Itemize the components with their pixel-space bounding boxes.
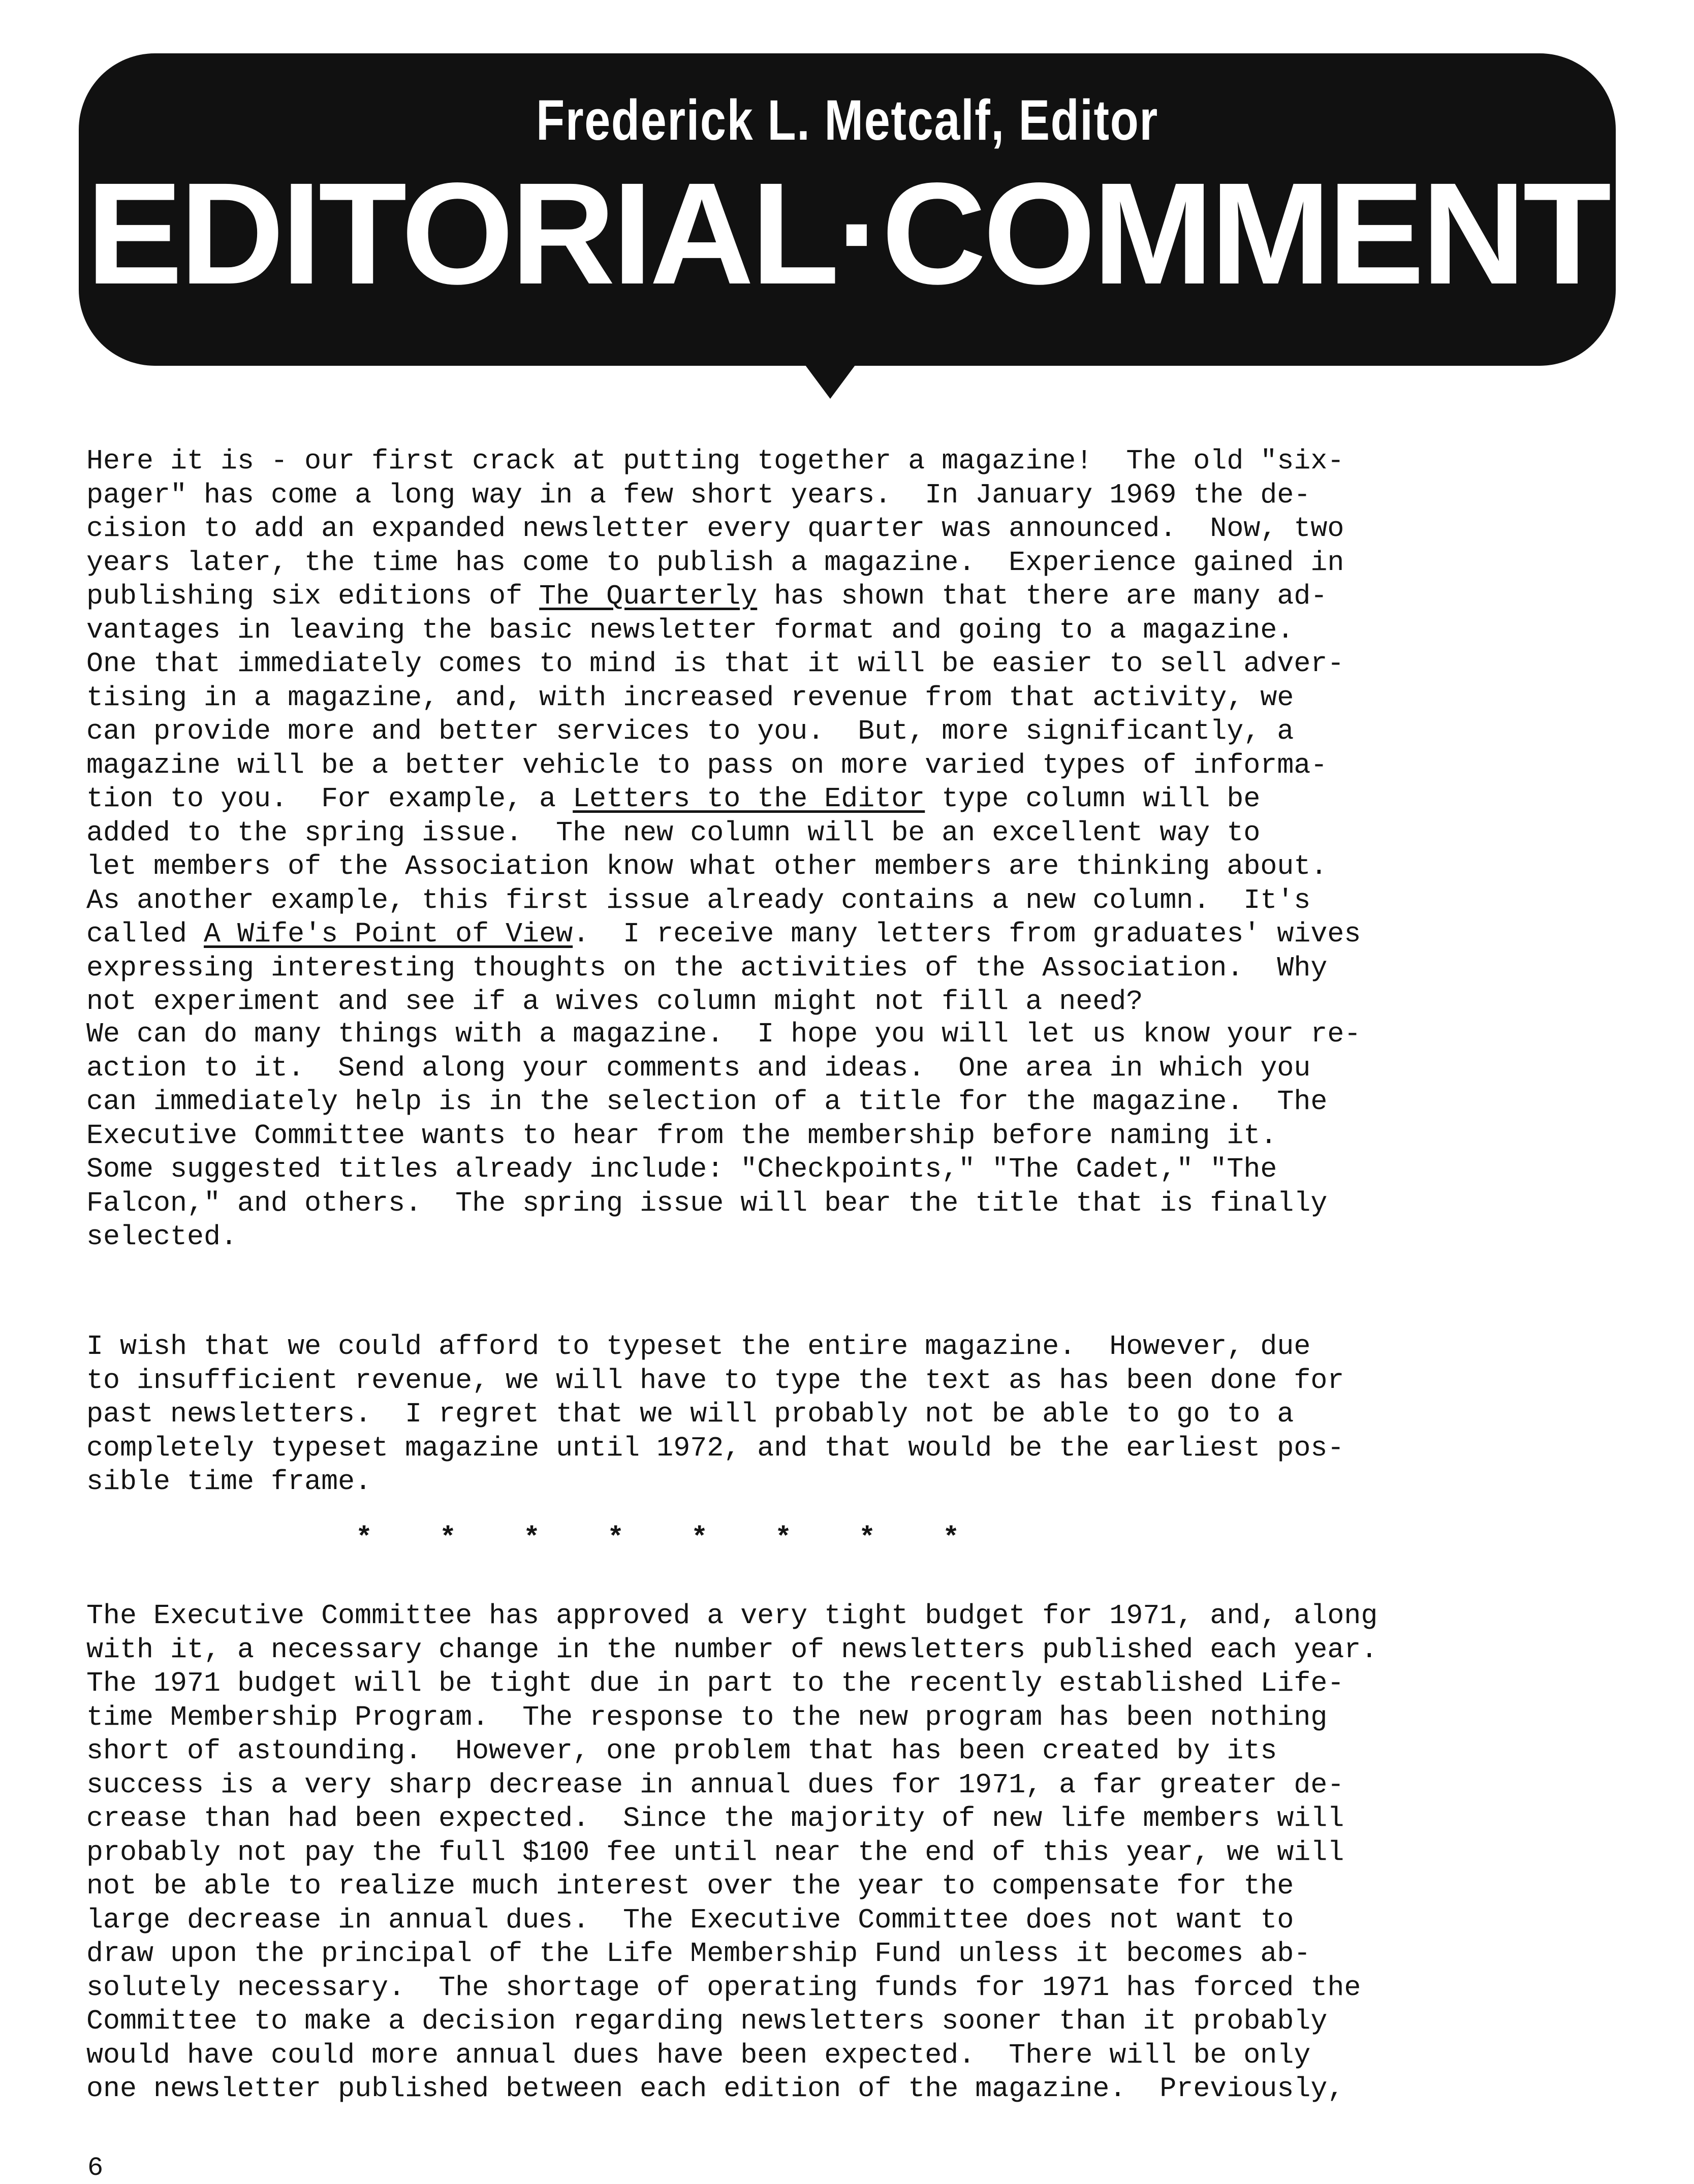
underlined-title: Letters to the Editor [573, 783, 925, 815]
paragraph-3: I wish that we could afford to typeset the entire magazine. However, due to insufficient revenue, we will have to type the text as has been done for past newsletters. I regret that we will probably not be able to go to a completely typeset magazine until 1972, and that would be the earliest pos- sible time frame. [86, 1331, 1344, 1498]
underlined-title: A Wife's Point of View [204, 918, 573, 950]
page-number: 6 [87, 2153, 104, 2183]
paragraph-1: Here it is - our first crack at putting together a magazine! The old "six- pager" has come a long way in a few short years. In January 1969 the de- cision to add an expanded newsletter every quarter was announced. Now, two years later, the time has come to publish a magazine. Experience gained in publishing six editions of The Quarterly has shown that there are many ad- vantages in leaving the basic newsletter format and going to a magazine. One that immediately comes to mind is that it will be easier to sell adver- tising in a magazine, and, with increased revenue from that activity, we can provide more and better services to you. But, more significantly, a magazine will be a better vehicle to pass on more varied types of informa- tion to you. For example, a Letters to the Editor type column will be added to the spring issue. The new column will be an excellent way to let members of the Association know what other members are thinking about. As another example, this first issue already contains a new column. It's called A Wife's Point of View. I receive many letters from graduates' wives expressing interesting thoughts on the activities of the Association. Why not experiment and see if a wives column might not fill a need? [86, 445, 1361, 1018]
masthead-title: EDITORIAL·COMMENT [86, 153, 1609, 314]
editor-byline: Frederick L. Metcalf, Editor [536, 88, 1158, 152]
section-separator: * * * * * * * * [356, 1522, 960, 1554]
paragraph-2: We can do many things with a magazine. I hope you will let us know your re- action to it. Send along your comments and ideas. One area in which you can immediately help is in the selection of a title for the magazine. The Executive Committee wants to hear from the membership before naming it. Some suggested titles already include: "Checkpoints," "The Cadet," "The Falcon," and others. The spring issue will bear the title that is finally selected. [86, 1018, 1361, 1253]
underlined-title: The Quarterly [539, 580, 758, 612]
banner-pointer [804, 363, 857, 399]
paragraph-4: The Executive Committee has approved a very tight budget for 1971, and, along with it, a necessary change in the number of newsletters published each year. The 1971 budget will be tight due in part to the recently established Life- time Membership Program. The response to the new program has been nothing short of astounding. However, one problem that has been created by its success is a very sharp decrease in annual dues for 1971, a far greater de- crease than had been expected. Since the majority of new life members will probably not pay the full $100 fee until near the end of this year, we will not be able to realize much interest over the year to compensate for the large decrease in annual dues. The Executive Committee does not want to draw upon the principal of the Life Membership Fund unless it becomes ab- solutely necessary. The shortage of operating funds for 1971 has forced the Committee to make a decision regarding newsletters sooner than it probably would have could more annual dues have been expected. There will be only one newsletter published between each edition of the magazine. Previously, [86, 1600, 1378, 2105]
